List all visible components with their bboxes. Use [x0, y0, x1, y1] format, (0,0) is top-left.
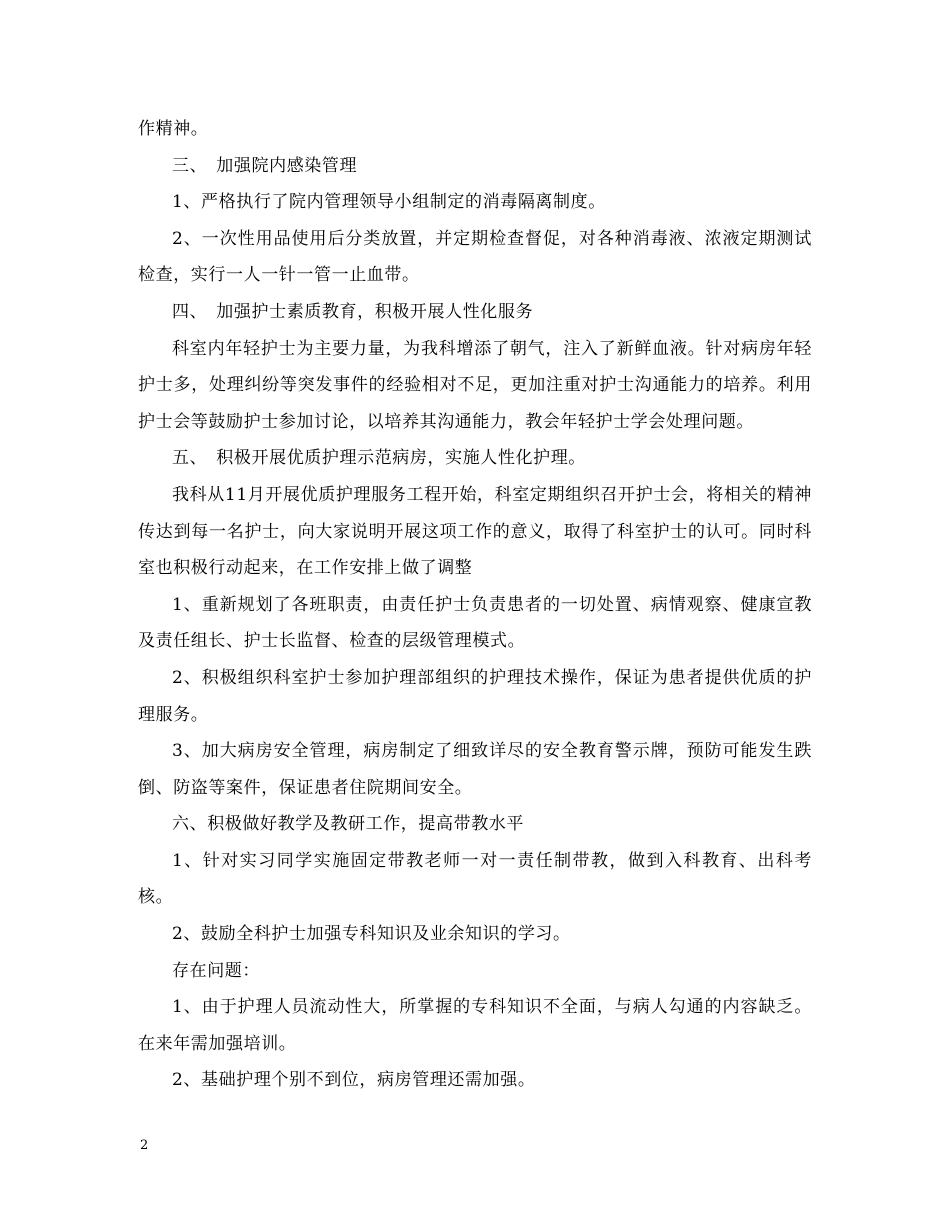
paragraph: 1、由于护理人员流动性大，所掌握的专科知识不全面，与病人勾通的内容缺乏。在来年需加强培训。: [138, 997, 812, 1054]
paragraph: 我科从11月开展优质护理服务工程开始，科室定期组织召开护士会，将相关的精神传达到每一名护士，向大家说明开展这项工作的意义，取得了科室护士的认可。同时科室也积极行动起来，在工作安排上做了调整: [138, 484, 812, 579]
paragraph: 1、重新规划了各班职责，由责任护士负责患者的一切处置、病情观察、健康宣教及责任组长、护士长监督、检查的层级管理模式。: [138, 594, 812, 652]
paragraph: 1、针对实习同学实施固定带教老师一对一责任制带教，做到入科教育、出科考核。: [138, 850, 812, 908]
section-heading: 五、 积极开展优质护理示范病房，实施人性化护理。: [172, 448, 586, 469]
paragraph: 2、一次性用品使用后分类放置，并定期检查督促，对各种消毒液、浓液定期测试检查，实行一人一针一管一止血带。: [138, 228, 812, 286]
document-body: [138, 111, 812, 1099]
paragraph: 作精神。: [138, 119, 209, 139]
section-heading: 四、 加强护士素质教育，积极开展人性化服务: [172, 301, 534, 322]
section-heading: 六、积极做好教学及教研工作，提高带教水平: [172, 814, 524, 835]
paragraph: 3、加大病房安全管理，病房制定了细致详尽的安全教育警示牌，预防可能发生跌倒、防盗等案件，保证患者住院期间安全。: [138, 741, 812, 798]
page-number: 2: [140, 1138, 149, 1153]
section-heading: 三、 加强院内感染管理: [172, 155, 358, 176]
paragraph: 2、基础护理个别不到位，病房管理还需加强。: [172, 1070, 536, 1091]
paragraph: 2、鼓励全科护士加强专科知识及业余知识的学习。: [172, 924, 571, 945]
paragraph: 2、积极组织科室护士参加护理部组织的护理技术操作，保证为患者提供优质的护理服务。: [138, 667, 812, 725]
paragraph: 科室内年轻护士为主要力量，为我科增添了朝气，注入了新鲜血液。针对病房年轻护士多，处理纠纷等突发事件的经验相对不足，更加注重对护士沟通能力的培养。利用护士会等鼓励护士参加讨论，以培养其沟通能力，教会年轻护士学会处理问题。: [138, 338, 812, 432]
section-heading: 存在问题：: [172, 960, 260, 981]
paragraph: 1、严格执行了院内管理领导小组制定的消毒隔离制度。: [172, 192, 606, 213]
